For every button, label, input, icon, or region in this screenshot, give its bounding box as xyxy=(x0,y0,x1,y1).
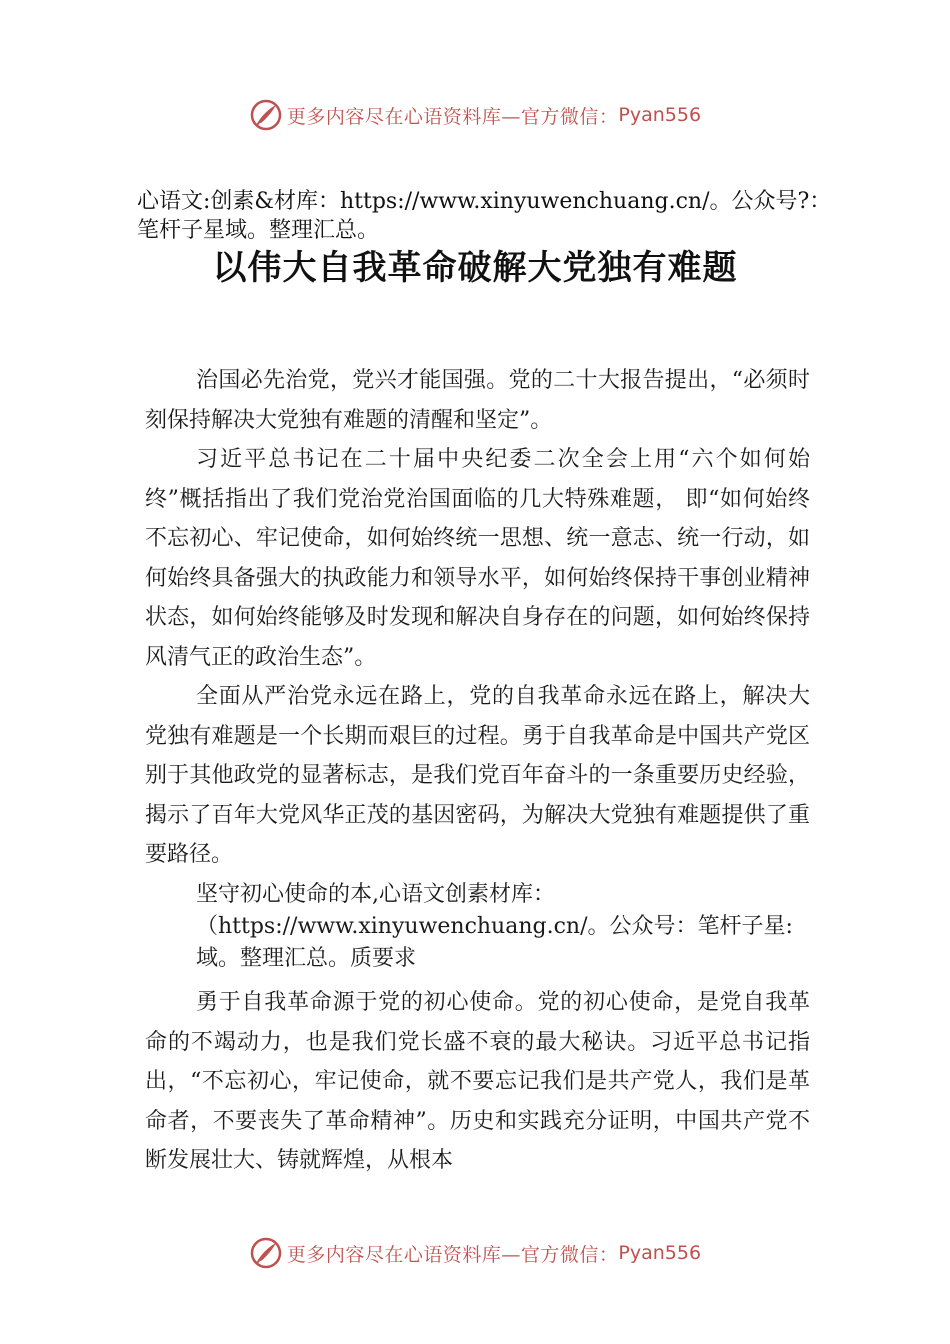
quill-seal-icon xyxy=(249,98,283,132)
header-banner xyxy=(0,95,950,135)
source-note: 心语文:创素&材库：https://www.xinyuwenchuang.cn/。公众号?：笔杆子星域。整理汇总。 xyxy=(137,189,832,243)
banner-text: 更多内容尽在心语资料库—官方微信： xyxy=(286,1243,619,1266)
banner-wechat-id: Pyan556 xyxy=(618,1242,702,1264)
banner-wechat-id: Pyan556 xyxy=(618,104,702,126)
paragraph-4: 勇于自我革命源于党的初心使命。党的初心使命，是党自我革命的不竭动力，也是我们党长盛不衰的最大秘诀。习近平总书记指出，“不忘初心，牢记使命，就不要忘记我们是共产党人，我们是革命者，不要丧失了革命精神”。历史和实践充分证明，中国共产党不断发展壮大、铸就辉煌，从根本 xyxy=(145,990,810,1173)
banner-text: 更多内容尽在心语资料库—官方微信： xyxy=(286,105,619,128)
footer-banner xyxy=(0,1233,950,1273)
article-title: 以伟大自我革命破解大党独有难题 xyxy=(212,248,738,288)
quill-seal-icon xyxy=(249,1236,283,1270)
paragraph-3: 全面从严治党永远在路上，党的自我革命永远在路上，解决大党独有难题是一个长期而艰巨的过程。勇于自我革命是中国共产党区别于其他政党的显著标志，是我们党百年奋斗的一条重要历史经验，揭示了百年大党风华正茂的基因密码，为解决大党独有难题提供了重要路径。 xyxy=(145,684,810,867)
paragraph-2: 习近平总书记在二十届中央纪委二次全会上用“六个如何始终”概括指出了我们党治党治国面临的几大特殊难题， 即“如何始终不忘初心、牢记使命，如何始终统一思想、统一意志、统一行动，如何始终具备强大的执政能力和领导水平，如何始终保持干事创业精神状态，如何始终能够及时发现和解决自身存在的问题，如何始终保持风清气正的政治生态”。 xyxy=(145,447,810,670)
paragraph-1: 治国必先治党，党兴才能国强。党的二十大报告提出，“必须时刻保持解决大党独有难题的清醒和坚定”。 xyxy=(145,368,810,433)
section-heading: 坚守初心使命的本,心语文创素材库：（https://www.xinyuwenchuang.cn/。公众号：笔杆子星:域。整理汇总。质要求 xyxy=(196,882,793,971)
